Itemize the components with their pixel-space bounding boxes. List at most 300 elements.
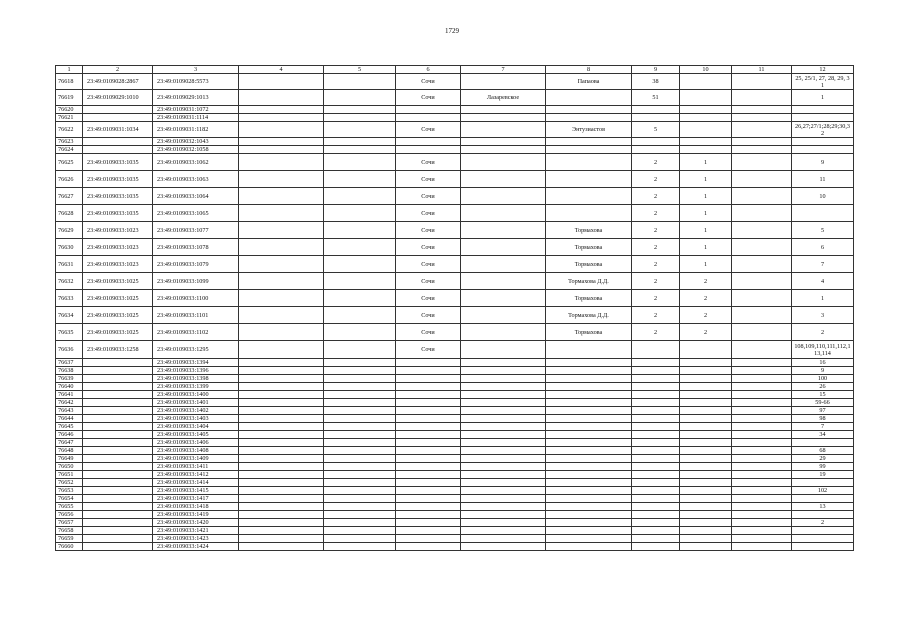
table-cell	[324, 495, 396, 503]
table-cell: 2	[632, 273, 680, 290]
table-cell	[632, 439, 680, 447]
table-cell	[324, 447, 396, 455]
table-cell	[546, 399, 632, 407]
table-cell	[792, 114, 854, 122]
table-cell	[680, 535, 732, 543]
table-cell	[792, 106, 854, 114]
table-cell	[732, 543, 792, 551]
table-cell: 1	[680, 205, 732, 222]
table-cell: Тормахова	[546, 290, 632, 307]
table-cell	[732, 495, 792, 503]
table-cell: 76621	[56, 114, 83, 122]
table-cell	[461, 431, 546, 439]
table-cell	[324, 455, 396, 463]
table-cell	[632, 463, 680, 471]
table-row	[56, 431, 854, 439]
table-cell: 26,27;27/1;28;29;30,32	[792, 122, 854, 138]
table-cell	[461, 399, 546, 407]
table-cell	[680, 341, 732, 359]
column-header: 5	[324, 66, 396, 74]
table-cell: 23:49:0109033:1398	[153, 375, 239, 383]
column-header: 12	[792, 66, 854, 74]
table-row	[56, 205, 854, 222]
table-cell: 76655	[56, 503, 83, 511]
table-cell	[239, 527, 324, 535]
table-cell	[732, 273, 792, 290]
table-cell	[732, 391, 792, 399]
table-cell: 76626	[56, 171, 83, 188]
table-cell: 9	[792, 367, 854, 375]
table-cell	[461, 273, 546, 290]
table-cell: 23:49:0109033:1414	[153, 479, 239, 487]
table-cell	[324, 383, 396, 391]
table-cell	[324, 391, 396, 399]
table-cell: 76619	[56, 90, 83, 106]
table-cell: 23:49:0109033:1023	[83, 239, 153, 256]
table-cell	[324, 399, 396, 407]
table-cell	[396, 407, 461, 415]
table-cell: 23:49:0109033:1102	[153, 324, 239, 341]
table-cell	[83, 383, 153, 391]
table-cell: Сочи	[396, 341, 461, 359]
table-cell	[732, 383, 792, 391]
table-cell	[83, 146, 153, 154]
table-cell	[461, 447, 546, 455]
table-cell	[461, 239, 546, 256]
table-cell	[83, 439, 153, 447]
table-row	[56, 290, 854, 307]
table-cell: 1	[792, 90, 854, 106]
table-cell	[324, 171, 396, 188]
table-cell	[239, 447, 324, 455]
table-row	[56, 447, 854, 455]
table-cell	[732, 114, 792, 122]
table-cell: 23:49:0109033:1025	[83, 273, 153, 290]
table-cell: Тормахова Д.Д.	[546, 307, 632, 324]
table-cell	[732, 171, 792, 188]
table-cell: 23:49:0109033:1394	[153, 359, 239, 367]
table-cell: 16	[792, 359, 854, 367]
table-cell	[732, 256, 792, 273]
table-cell	[396, 431, 461, 439]
table-cell	[546, 431, 632, 439]
table-cell	[546, 407, 632, 415]
table-cell	[461, 463, 546, 471]
table-cell	[396, 423, 461, 431]
table-cell	[239, 154, 324, 171]
table-cell	[396, 375, 461, 383]
table-cell	[396, 359, 461, 367]
table-cell	[324, 154, 396, 171]
table-cell	[83, 535, 153, 543]
table-cell	[239, 188, 324, 205]
table-cell: 76625	[56, 154, 83, 171]
table-cell: 23:49:0109033:1062	[153, 154, 239, 171]
table-cell: 23:49:0109033:1423	[153, 535, 239, 543]
table-row	[56, 324, 854, 341]
table-cell	[680, 138, 732, 146]
table-cell	[732, 367, 792, 375]
table-cell	[546, 341, 632, 359]
table-body	[56, 74, 854, 551]
table-cell: 2	[632, 205, 680, 222]
table-cell	[239, 431, 324, 439]
table-cell	[546, 535, 632, 543]
table-cell	[396, 146, 461, 154]
table-cell	[324, 205, 396, 222]
table-cell: 23:49:0109033:1023	[83, 256, 153, 273]
table-cell	[680, 74, 732, 90]
table-cell	[239, 273, 324, 290]
column-header: 10	[680, 66, 732, 74]
table-cell	[83, 375, 153, 383]
column-header: 8	[546, 66, 632, 74]
table-cell: 76644	[56, 415, 83, 423]
table-cell	[239, 519, 324, 527]
table-cell: 76654	[56, 495, 83, 503]
table-cell	[546, 487, 632, 495]
table-cell: 76653	[56, 487, 83, 495]
table-cell: 2	[632, 256, 680, 273]
table-cell: 23:49:0109033:1099	[153, 273, 239, 290]
table-cell	[792, 479, 854, 487]
table-cell	[732, 527, 792, 535]
table-cell	[461, 324, 546, 341]
table-cell	[732, 205, 792, 222]
table-cell	[396, 399, 461, 407]
table-row	[56, 415, 854, 423]
table-cell: 76633	[56, 290, 83, 307]
table-cell	[239, 407, 324, 415]
table-cell	[324, 479, 396, 487]
table-cell	[680, 431, 732, 439]
table-cell	[732, 146, 792, 154]
table-cell: 23:49:0109033:1421	[153, 527, 239, 535]
table-cell	[546, 205, 632, 222]
table-cell	[546, 423, 632, 431]
table-cell	[680, 487, 732, 495]
table-cell	[396, 106, 461, 114]
table-cell	[239, 90, 324, 106]
table-cell: 76651	[56, 471, 83, 479]
table-cell	[461, 415, 546, 423]
table-cell	[324, 367, 396, 375]
table-cell	[680, 367, 732, 375]
table-cell	[239, 383, 324, 391]
table-cell: 23:49:0109033:1079	[153, 256, 239, 273]
table-cell	[239, 391, 324, 399]
table-row	[56, 273, 854, 290]
table-cell: 23:49:0109033:1418	[153, 503, 239, 511]
table-cell	[546, 511, 632, 519]
table-row	[56, 171, 854, 188]
table-cell: 76636	[56, 341, 83, 359]
table-cell: 76642	[56, 399, 83, 407]
table-row	[56, 146, 854, 154]
table-cell	[632, 391, 680, 399]
table-cell	[732, 503, 792, 511]
table-cell	[396, 463, 461, 471]
table-row	[56, 239, 854, 256]
table-cell	[792, 439, 854, 447]
table-cell	[546, 543, 632, 551]
table-cell	[83, 447, 153, 455]
table-cell: Папаова	[546, 74, 632, 90]
table-cell	[239, 359, 324, 367]
table-cell	[239, 479, 324, 487]
table-cell: 76647	[56, 439, 83, 447]
table-row	[56, 407, 854, 415]
table-cell	[632, 495, 680, 503]
table-cell: 23:49:0109033:1400	[153, 391, 239, 399]
table-cell	[732, 222, 792, 239]
table-cell	[732, 415, 792, 423]
table-cell	[83, 359, 153, 367]
table-cell	[461, 171, 546, 188]
table-cell: 15	[792, 391, 854, 399]
table-cell	[83, 543, 153, 551]
table-cell	[396, 479, 461, 487]
table-cell: 23:49:0109033:1409	[153, 455, 239, 463]
table-cell: Тормахова	[546, 256, 632, 273]
table-cell	[680, 479, 732, 487]
table-cell	[396, 138, 461, 146]
table-cell: 76618	[56, 74, 83, 90]
table-cell	[239, 463, 324, 471]
table-cell: 1	[680, 188, 732, 205]
table-cell	[324, 324, 396, 341]
table-cell	[239, 399, 324, 407]
table-cell	[632, 146, 680, 154]
table-cell	[632, 511, 680, 519]
table-cell	[83, 367, 153, 375]
table-cell: 23:49:0109033:1065	[153, 205, 239, 222]
table-cell: 23:49:0109033:1101	[153, 307, 239, 324]
table-cell	[546, 114, 632, 122]
table-cell: 76635	[56, 324, 83, 341]
table-cell	[461, 503, 546, 511]
table-row	[56, 495, 854, 503]
table-row	[56, 423, 854, 431]
table-row	[56, 367, 854, 375]
table-cell: 23:49:0109033:1035	[83, 188, 153, 205]
table-cell	[732, 90, 792, 106]
table-row	[56, 122, 854, 138]
table-cell	[83, 391, 153, 399]
table-cell	[792, 138, 854, 146]
table-cell: 23:49:0109033:1424	[153, 543, 239, 551]
table-row	[56, 90, 854, 106]
table-cell: 23:49:0109033:1025	[83, 290, 153, 307]
table-cell	[461, 479, 546, 487]
table-cell	[461, 138, 546, 146]
table-cell	[396, 447, 461, 455]
table-cell	[239, 367, 324, 375]
table-cell	[632, 341, 680, 359]
table-cell: 23:49:0109033:1063	[153, 171, 239, 188]
table-cell	[680, 471, 732, 479]
table-cell: 26	[792, 383, 854, 391]
table-cell	[239, 341, 324, 359]
table-cell: 76649	[56, 455, 83, 463]
table-cell	[461, 543, 546, 551]
table-cell	[732, 511, 792, 519]
table-cell	[396, 367, 461, 375]
table-cell	[680, 455, 732, 463]
table-cell: 23:49:0109032:1043	[153, 138, 239, 146]
table-cell: 76658	[56, 527, 83, 535]
table-cell: Сочи	[396, 122, 461, 138]
table-cell	[239, 455, 324, 463]
table-row	[56, 487, 854, 495]
table-row	[56, 439, 854, 447]
table-cell	[324, 307, 396, 324]
table-cell	[239, 222, 324, 239]
table-cell	[239, 415, 324, 423]
table-cell: 23:49:0109033:1258	[83, 341, 153, 359]
table-cell	[680, 439, 732, 447]
table-cell: 76637	[56, 359, 83, 367]
table-cell	[324, 222, 396, 239]
table-cell	[83, 138, 153, 146]
table-cell	[680, 375, 732, 383]
table-cell	[83, 423, 153, 431]
table-row	[56, 463, 854, 471]
table-cell: Тормахова	[546, 222, 632, 239]
table-cell: 2	[680, 273, 732, 290]
table-cell: 76622	[56, 122, 83, 138]
table-cell	[680, 463, 732, 471]
table-cell	[461, 471, 546, 479]
table-cell	[461, 106, 546, 114]
table-cell: 76620	[56, 106, 83, 114]
table-cell	[324, 487, 396, 495]
table-cell: Сочи	[396, 222, 461, 239]
table-cell	[732, 447, 792, 455]
table-cell	[680, 503, 732, 511]
table-cell: 5	[792, 222, 854, 239]
table-cell	[632, 479, 680, 487]
table-cell: 1	[680, 222, 732, 239]
table-cell: Сочи	[396, 290, 461, 307]
table-cell	[632, 399, 680, 407]
table-cell	[83, 503, 153, 511]
table-cell: 23:49:0109033:1411	[153, 463, 239, 471]
table-cell: 5	[632, 122, 680, 138]
table-cell	[324, 122, 396, 138]
table-cell	[239, 307, 324, 324]
table-cell	[680, 519, 732, 527]
table-cell	[732, 407, 792, 415]
table-cell: 23:49:0109033:1412	[153, 471, 239, 479]
table-cell	[239, 495, 324, 503]
table-cell	[680, 423, 732, 431]
table-row	[56, 154, 854, 171]
table-cell	[680, 122, 732, 138]
table-cell	[83, 415, 153, 423]
table-cell	[239, 106, 324, 114]
table-cell	[324, 239, 396, 256]
table-cell: Энтузиастов	[546, 122, 632, 138]
table-cell	[546, 375, 632, 383]
table-cell	[732, 106, 792, 114]
table-cell: 23:49:0109033:1396	[153, 367, 239, 375]
table-cell	[732, 375, 792, 383]
table-cell	[461, 367, 546, 375]
table-cell	[632, 367, 680, 375]
table-cell: 2	[632, 324, 680, 341]
table-cell	[324, 503, 396, 511]
table-cell	[732, 439, 792, 447]
table-cell	[732, 535, 792, 543]
table-cell	[239, 535, 324, 543]
table-cell	[324, 290, 396, 307]
table-cell: 1	[680, 256, 732, 273]
table-cell	[239, 171, 324, 188]
table-cell	[324, 407, 396, 415]
table-cell	[461, 383, 546, 391]
table-cell	[632, 431, 680, 439]
table-cell	[546, 367, 632, 375]
table-cell	[324, 439, 396, 447]
table-cell	[461, 205, 546, 222]
table-cell	[546, 439, 632, 447]
table-cell: 23:49:0109033:1415	[153, 487, 239, 495]
table-cell	[239, 205, 324, 222]
table-cell: 23:49:0109031:1182	[153, 122, 239, 138]
table-cell: 76638	[56, 367, 83, 375]
table-cell: 23:49:0109029:1013	[153, 90, 239, 106]
table-cell	[546, 90, 632, 106]
table-cell	[680, 106, 732, 114]
table-cell	[239, 138, 324, 146]
table-cell: 23:49:0109031:1114	[153, 114, 239, 122]
table-cell: 23:49:0109033:1401	[153, 399, 239, 407]
table-cell	[792, 146, 854, 154]
table-cell	[680, 359, 732, 367]
table-row	[56, 341, 854, 359]
table-cell	[732, 307, 792, 324]
table-cell	[680, 511, 732, 519]
table-row	[56, 359, 854, 367]
table-cell: Сочи	[396, 205, 461, 222]
table-cell	[546, 455, 632, 463]
table-cell: 23:49:0109033:1077	[153, 222, 239, 239]
table-cell: Сочи	[396, 324, 461, 341]
table-cell	[632, 527, 680, 535]
table-cell: 2	[792, 519, 854, 527]
table-row	[56, 391, 854, 399]
table-cell: 76631	[56, 256, 83, 273]
table-cell: 76623	[56, 138, 83, 146]
table-cell	[732, 341, 792, 359]
table-cell	[324, 273, 396, 290]
table-cell	[461, 154, 546, 171]
table-cell: 34	[792, 431, 854, 439]
table-cell	[680, 543, 732, 551]
table-cell	[680, 383, 732, 391]
table-cell: 23:49:0109033:1417	[153, 495, 239, 503]
table-cell	[396, 471, 461, 479]
table-row	[56, 74, 854, 90]
table-row	[56, 106, 854, 114]
table-cell	[680, 391, 732, 399]
table-cell: 23:49:0109033:1064	[153, 188, 239, 205]
table-cell: 23:49:0109033:1035	[83, 205, 153, 222]
table-cell: Сочи	[396, 154, 461, 171]
table-cell: 99	[792, 463, 854, 471]
table-cell	[83, 495, 153, 503]
